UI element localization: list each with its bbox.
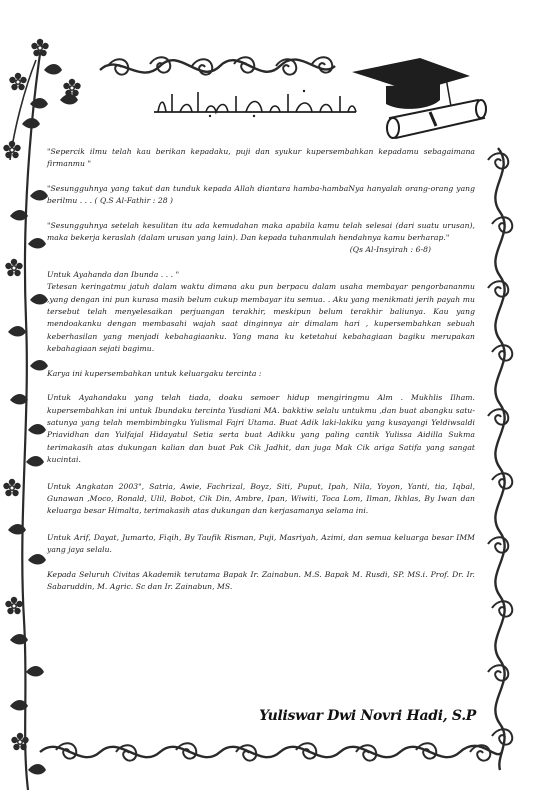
quote-3-text: "Sesungguhnya setelah kesulitan itu ada kemudahan maka apabila kamu telah selesai (dari suatu urusan), maka bekerja keraslah (dalam urusan yang lain). Dan kepada tuhanmulah hendahnya kamu berharap." (47, 220, 475, 243)
dedication-salutation: Untuk Ayahanda dan Ibunda . . . " (47, 269, 180, 279)
bismillah-calligraphy (150, 88, 360, 118)
dedication-friends: Untuk Angkatan 2003", Satria, Awie, Fachrizal, Boyz, Siti, Puput, Ipah, Nila, Yoyon, Yanti, tia, Iqbal, Gunawan ,Moco, Ronald, Ulil, Bobot, Cik Din, Ambre, Ipan, Wiwiti, Toca Lom, Ilman, Ikhlas, By Iwan dan keluarga besar Himalta, terimakasih atas dukungan dan kerjasamanya selama ini. (47, 481, 475, 516)
dedication-text (47, 146, 475, 593)
dedication-family: Untuk Ayahandaku yang telah tiada, doaku semoer hidup mengiringmu Alm . Mukhlis Ilham. kupersembahkan ini untuk Ibundaku tercinta Yusdiani MA. bakktiw selalu untukmu ,dan buat abangku satu-satunya yang telah membimbingku Yulismal Fajri Utama. Buat Adik laki-lakiku yang kusayangi Yeldiwsaldi Priavidhan dan Yulfajal Hidayatul Setia serta buat Adikku yang paling cantik Yulissa Aidilla Sukma terimakasih atas dukungan kalian dan buat Pak Cik Jadhit, dan juga Mak Cik ariga Satifa yang sangat kucintai. (47, 393, 475, 465)
scroll-border-right (488, 148, 512, 770)
scroll-border-top (100, 57, 335, 74)
dedication-body: Tetesan keringatmu jatuh dalam waktu dimana aku pun berpacu dalam usaha membayar pengorbananmu ,yang dengan ini pun kurasa masih belum cukup membayar itu semua. . Aku yang menikmati jerih payah mu tersebut telah menyelesaikan perjuangan terakhir, meskipun belum terakhir baliunya. Kau yang mendoakanku dengan membasahi wajah saat dinginnya air dimalam hari , kupersembahkan sebuah keberhasilan yang menjadi kebahagiaanku. Yang mana ku ketetahui kebahagiaan bagiku merupakan kebahagiaan sejati bagimu. (47, 282, 475, 354)
quote-3-reference: (Qs Al-Insyirah : 6-8) (349, 245, 431, 255)
author-signature: Yuliswar Dwi Novri Hadi, S.P (259, 708, 476, 724)
scroll-border-bottom (40, 743, 502, 760)
quote-3 (47, 220, 475, 257)
dedication-others: Untuk Arif, Dayat, Jumarto, Fiqih, By Taufik Risman, Puji, Masriyah, Azimi, dan semua keluarga besar IMM yang jaya selalu. (47, 532, 475, 555)
quote-1: "Sepercik ilmu telah kau berikan kepadaku, puji dan syukur kupersembahkan kepadamu sebagaimana firmanmu " (47, 147, 475, 169)
dedication-academics: Kepada Seluruh Civitas Akademik terutama Bapak Ir. Zainabun. M.S. Bapak M. Rusdi, SP. MS.i. Prof. Dr. Ir. Sabaruddin, M. Agric. Sc dan Ir. Zainabun, MS. (47, 569, 475, 591)
quote-2: "Sesungguhnya yang takut dan tunduk kepada Allah diantara hamba-hambaNya hanyalah orang-orang yang berilmu . . . ( Q.S Al-Fathir : 28 ) (47, 183, 475, 206)
dedication-intro: Karya ini kupersembahkan untuk keluargaku tercinta : (47, 368, 262, 378)
